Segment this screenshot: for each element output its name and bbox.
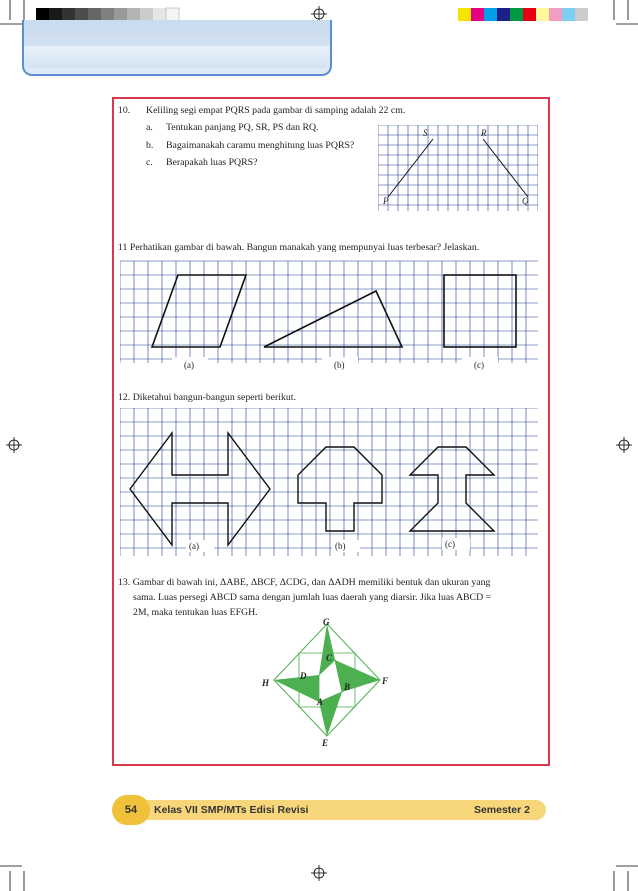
q13-label-e: E [322, 738, 329, 748]
q10-label-r: R [481, 128, 487, 138]
q12-shape-b [298, 447, 382, 531]
q13-label-c: C [326, 653, 333, 663]
q10-number: 10. [118, 105, 131, 116]
q12-shape-c [410, 447, 494, 531]
q10-b-label: b. [146, 140, 154, 151]
q11-caption-c: (c) [474, 360, 484, 370]
q12-text: 12. Diketahui bangun-bangun seperti berikut. [118, 392, 296, 403]
q13-label-a: A [317, 697, 324, 707]
header-band [22, 20, 332, 76]
q11-figure [120, 258, 538, 366]
footer-bar [136, 800, 546, 820]
q11-square [444, 275, 516, 347]
footer-book-title: Kelas VII SMP/MTs Edisi Revisi [154, 804, 309, 816]
q12-caption-b: (b) [335, 541, 346, 551]
q11-triangle [264, 291, 402, 347]
page-number: 54 [112, 795, 150, 825]
q13-shaded-adh [274, 675, 319, 702]
q13-line3: 2M, maka tentukan luas EFGH. [133, 607, 258, 618]
q10-b-text: Bagaimanakah caramu menghitung luas PQRS? [166, 140, 355, 151]
q10-c-text: Berapakah luas PQRS? [166, 157, 258, 168]
q13-label-b: B [344, 682, 351, 692]
q10-segment-ps [388, 139, 433, 197]
q10-segment-rq [483, 139, 528, 197]
q13-figure [268, 616, 389, 744]
q11-text: 11 Perhatikan gambar di bawah. Bangun manakah yang mempunyai luas terbesar? Jelaskan. [118, 242, 480, 253]
q13-label-g: G [323, 617, 330, 627]
q11-caption-a: (a) [184, 360, 194, 370]
q10-pqrs-figure [378, 125, 538, 213]
q13-label-h: H [262, 678, 270, 688]
page-footer [112, 795, 546, 825]
q10-label-s: S [423, 128, 428, 138]
q10-label-p: P [383, 196, 389, 206]
q10-label-q: Q [522, 196, 529, 206]
q12-caption-c: (c) [445, 539, 455, 549]
q11-caption-b: (b) [334, 360, 345, 370]
footer-semester: Semester 2 [473, 804, 530, 816]
q12-caption-a: (a) [189, 541, 199, 551]
q13-line1: 13. Gambar di bawah ini, ΔABE, ΔBCF, ΔCDG, dan ΔADH memiliki bentuk dan ukuran yang [118, 577, 491, 588]
q10-stem: Keliling segi empat PQRS pada gambar di samping adalah 22 cm. [146, 105, 406, 116]
q10-a-text: Tentukan panjang PQ, SR, PS dan RQ. [166, 122, 319, 133]
q10-c-label: c. [146, 157, 153, 168]
q13-label-f: F [382, 676, 389, 686]
q12-figure [120, 408, 538, 556]
q13-label-d: D [300, 671, 307, 681]
q10-a-label: a. [146, 122, 153, 133]
q13-line2: sama. Luas persegi ABCD sama dengan jumlah luas daerah yang diarsir. Jika luas ABCD = [133, 592, 492, 603]
